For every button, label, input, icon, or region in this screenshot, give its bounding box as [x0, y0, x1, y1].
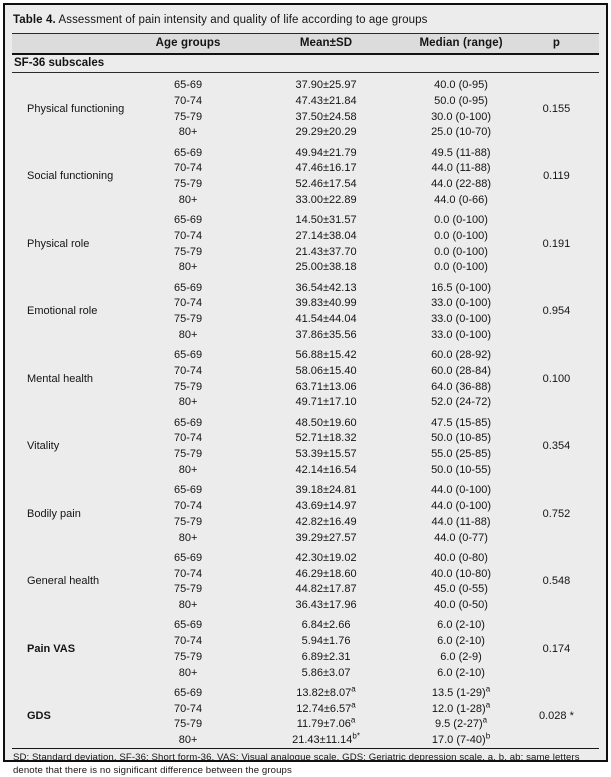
median-range-cell: 44.0 (11-88)	[431, 515, 491, 528]
mean-sd-cell: 25.00±38.18	[295, 261, 357, 274]
superscript-marker: a	[485, 684, 491, 694]
median-range-cell: 40.0 (10-80)	[431, 567, 491, 580]
median-range-cell: 50.0 (10-55)	[431, 464, 491, 476]
p-value-cell: 0.174	[542, 642, 571, 655]
superscript-marker: a	[351, 699, 356, 709]
column-header-name	[12, 34, 132, 55]
mean-sd-cell: 42.30±19.02	[295, 551, 357, 564]
mean-sd-cell: 37.50±24.58	[295, 110, 357, 123]
column-header-age-groups: Age groups	[132, 34, 244, 55]
age-group-cell: 80+	[178, 734, 198, 747]
age-group-cell: 65-69	[174, 79, 203, 91]
age-group-cell: 75-79	[174, 313, 203, 326]
mean-sd-cell: 48.50±19.60	[295, 416, 357, 429]
age-group-cell: 65-69	[174, 686, 203, 699]
column-header-p: p	[514, 34, 599, 55]
superscript-marker: a	[485, 699, 491, 709]
group-mental-health	[12, 343, 599, 411]
mean-sd-cell: 52.71±18.32	[295, 432, 357, 445]
median-range-cell: 44.0 (0-66)	[434, 193, 488, 206]
median-range-cell: 64.0 (36-88)	[431, 380, 491, 393]
median-range-cell: 40.0 (0-95)	[434, 79, 488, 91]
age-group-cell: 75-79	[174, 650, 203, 663]
median-range-cell: 55.0 (25-85)	[431, 448, 491, 461]
mean-sd-cell: 47.43±21.84	[295, 94, 357, 107]
p-value-cell: 0.752	[542, 507, 571, 520]
median-range-cell: 33.0 (0-100)	[431, 328, 491, 341]
mean-sd-cell: 53.39±15.57	[295, 448, 357, 461]
median-range-cell: 40.0 (0-50)	[434, 599, 488, 612]
mean-sd-cell: 41.54±44.04	[295, 313, 357, 326]
subscale-label: Social functioning	[27, 170, 114, 183]
subscale-label: Bodily pain	[27, 507, 81, 520]
median-range-cell: 33.0 (0-100)	[431, 313, 491, 326]
age-group-cell: 80+	[178, 193, 198, 206]
group-social-functioning	[12, 141, 599, 209]
table-row	[12, 343, 599, 363]
table-row	[12, 411, 599, 431]
mean-sd-cell: 58.06±15.40	[295, 364, 357, 377]
age-group-cell: 65-69	[174, 349, 203, 362]
age-group-cell: 70-74	[174, 162, 203, 175]
table-number: Table 4.	[13, 14, 56, 26]
age-group-cell: 70-74	[174, 702, 203, 715]
median-range-cell: 44.0 (0-77)	[434, 531, 488, 544]
p-value-cell: 0.548	[542, 575, 571, 588]
superscript-marker: b*	[352, 731, 360, 741]
age-group-cell: 75-79	[174, 718, 203, 731]
table-footnote: SD: Standard deviation, SF-36: Short form-36, VAS: Visual analogue scale, GDS: Geriatric depression scale, a, b, ab: same letters denote that there is no significant difference between the groups	[13, 752, 580, 776]
mean-sd-cell: 12.74±6.57$^a$	[296, 699, 356, 715]
age-group-cell: 75-79	[174, 380, 203, 393]
median-range-cell: 47.5 (15-85)	[431, 416, 491, 429]
median-range-cell: 6.0 (2-10)	[437, 666, 485, 679]
mean-sd-cell: 39.18±24.81	[295, 484, 357, 497]
median-range-cell: 45.0 (0-55)	[434, 583, 488, 596]
subscale-label: Mental health	[27, 372, 94, 385]
age-group-cell: 75-79	[174, 245, 203, 258]
group-bodily-pain	[12, 478, 599, 546]
age-group-cell: 65-69	[174, 619, 203, 632]
mean-sd-cell: 5.86±3.07	[301, 666, 351, 679]
column-header-median-range: Median (range)	[408, 34, 514, 55]
group-physical-functioning	[12, 73, 599, 141]
mean-sd-cell: 27.14±38.04	[295, 229, 357, 242]
mean-sd-cell: 11.79±7.06$^a$	[296, 715, 356, 731]
mean-sd-cell: 21.43±37.70	[295, 245, 357, 258]
age-group-cell: 80+	[178, 396, 198, 409]
table-row	[12, 141, 599, 161]
superscript-marker: a	[482, 715, 488, 725]
group-pain-vas	[12, 613, 599, 681]
mean-sd-cell: 39.83±40.99	[295, 297, 357, 310]
age-group-cell: 70-74	[174, 297, 203, 310]
table-row	[12, 613, 599, 633]
mean-sd-cell: 49.71±17.10	[295, 396, 357, 409]
mean-sd-cell: 52.46±17.54	[295, 178, 357, 191]
median-range-cell: 25.0 (10-70)	[431, 126, 491, 139]
mean-sd-cell: $21.43\pm 11.14^{b*}$	[292, 731, 360, 747]
group-gds	[12, 681, 599, 749]
age-group-cell: 70-74	[174, 635, 203, 648]
mean-sd-cell: 36.54±42.13	[295, 281, 357, 294]
table-title	[12, 10, 599, 33]
mean-sd-cell: 6.89±2.31	[301, 650, 351, 663]
column-header-mean-sd: Mean±SD	[244, 34, 408, 55]
mean-sd-cell: 37.86±35.56	[295, 328, 357, 341]
table-row	[12, 546, 599, 566]
age-group-cell: 80+	[178, 261, 198, 274]
age-group-cell: 70-74	[174, 94, 203, 107]
subscale-label: Physical role	[27, 237, 90, 250]
median-range-cell: 16.5 (0-100)	[431, 281, 491, 294]
table-row	[12, 478, 599, 498]
age-group-cell: 65-69	[174, 214, 203, 227]
subscale-label: Vitality	[27, 440, 60, 453]
table-row	[12, 276, 599, 296]
age-group-cell: 70-74	[174, 499, 203, 512]
median-range-cell: 13.5 $(1-29)^a$	[431, 684, 491, 699]
mean-sd-cell: 36.43±17.96	[295, 599, 357, 612]
median-range-cell: 60.0 (28-84)	[431, 364, 491, 377]
median-range-cell: 0.0 (0-100)	[434, 261, 488, 274]
p-value-cell: 0.354	[542, 440, 571, 453]
table-row	[12, 208, 599, 228]
mean-sd-cell: 39.29±27.57	[295, 531, 357, 544]
median-range-cell: 49.5 (11-88)	[431, 146, 491, 159]
mean-sd-cell: 37.90±25.97	[295, 79, 357, 91]
age-group-cell: 70-74	[174, 567, 203, 580]
age-group-cell: 80+	[178, 666, 198, 679]
section-header-sf36: SF-36 subscales	[12, 54, 599, 73]
age-group-cell: 75-79	[174, 448, 203, 461]
table-frame	[3, 3, 608, 776]
median-range-cell: 50.0 (0-95)	[434, 94, 488, 107]
p-value-cell: 0.119	[543, 170, 570, 183]
median-range-cell: 30.0 (0-100)	[431, 110, 491, 123]
p-value-cell: 0.155	[542, 102, 571, 115]
assessment-table	[12, 33, 599, 749]
median-range-cell: 44.0 (0-100)	[431, 484, 491, 497]
table-row	[12, 681, 599, 701]
median-range-cell: 40.0 (0-80)	[434, 551, 488, 564]
group-vitality	[12, 411, 599, 479]
median-range-cell: 44.0 (22-88)	[431, 178, 491, 191]
table-caption: Assessment of pain intensity and quality of life according to age groups	[58, 14, 428, 26]
age-group-cell: 80+	[178, 126, 198, 139]
mean-sd-cell: 63.71±13.06	[295, 380, 357, 393]
median-range-cell: 17.0 $(7-40)^b$	[431, 731, 491, 747]
mean-sd-cell: 46.29±18.60	[295, 567, 357, 580]
mean-sd-cell: 33.00±22.89	[295, 193, 357, 206]
table-row	[12, 73, 599, 94]
age-group-cell: 80+	[178, 599, 198, 612]
age-group-cell: 75-79	[174, 583, 203, 596]
median-range-cell: 44.0 (0-100)	[431, 499, 491, 512]
subscale-label: GDS	[27, 710, 51, 723]
mean-sd-cell: 43.69±14.97	[295, 499, 357, 512]
age-group-cell: 75-79	[174, 178, 203, 191]
median-range-cell: 52.0 (24-72)	[431, 396, 491, 409]
subscale-label: Physical functioning	[27, 102, 125, 115]
mean-sd-cell: 42.14±16.54	[295, 464, 357, 476]
mean-sd-cell: 49.94±21.79	[295, 146, 357, 159]
age-group-cell: 65-69	[174, 146, 203, 159]
median-range-cell: 12.0 $(1-28)^a$	[431, 699, 491, 715]
age-group-cell: 80+	[178, 531, 198, 544]
age-group-cell: 70-74	[174, 432, 203, 445]
superscript-marker: b	[485, 731, 491, 741]
column-header-row	[12, 34, 599, 55]
mean-sd-cell: 14.50±31.57	[295, 214, 357, 227]
median-range-cell: 50.0 (10-85)	[431, 432, 491, 445]
age-group-cell: 70-74	[174, 364, 203, 377]
median-range-cell: 0.0 (0-100)	[434, 214, 488, 227]
mean-sd-cell: 42.82±16.49	[295, 515, 357, 528]
median-range-cell: 6.0 (2-9)	[440, 650, 482, 663]
median-range-cell: 6.0 (2-10)	[437, 635, 485, 648]
section-header-row	[12, 54, 599, 73]
mean-sd-cell: 47.46±16.17	[295, 162, 357, 175]
group-general-health	[12, 546, 599, 614]
median-range-cell: 9.5 $(2-27)^a$	[434, 715, 488, 731]
age-group-cell: 65-69	[174, 416, 203, 429]
median-range-cell: 0.0 (0-100)	[434, 245, 488, 258]
age-group-cell: 65-69	[174, 484, 203, 497]
age-group-cell: 80+	[178, 328, 198, 341]
age-group-cell: 70-74	[174, 229, 203, 242]
median-range-cell: 33.0 (0-100)	[431, 297, 491, 310]
subscale-label: Pain VAS	[27, 642, 76, 655]
mean-sd-cell: 6.84±2.66	[301, 619, 351, 632]
mean-sd-cell: 13.82±8.07$^a$	[296, 684, 356, 699]
age-group-cell: 80+	[178, 464, 198, 476]
p-value-cell: 0.191	[542, 237, 571, 250]
mean-sd-cell: 44.82±17.87	[295, 583, 357, 596]
mean-sd-cell: 56.88±15.42	[295, 349, 357, 362]
age-group-cell: 75-79	[174, 515, 203, 528]
p-value-cell: 0.028 *	[538, 710, 574, 723]
p-value-cell: 0.100	[542, 372, 571, 385]
group-emotional-role	[12, 276, 599, 344]
median-range-cell: 0.0 (0-100)	[434, 229, 488, 242]
mean-sd-cell: 5.94±1.76	[301, 635, 351, 648]
group-physical-role	[12, 208, 599, 276]
age-group-cell: 75-79	[174, 110, 203, 123]
age-group-cell: 65-69	[174, 551, 203, 564]
median-range-cell: 6.0 (2-10)	[437, 619, 485, 632]
superscript-marker: a	[350, 715, 356, 725]
mean-sd-cell: 29.29±20.29	[295, 126, 357, 139]
age-group-cell: 65-69	[174, 281, 203, 294]
median-range-cell: 60.0 (28-92)	[431, 349, 491, 362]
p-value-cell: 0.954	[542, 305, 571, 318]
subscale-label: Emotional role	[27, 305, 98, 318]
median-range-cell: 44.0 (11-88)	[431, 162, 491, 175]
subscale-label: General health	[27, 575, 100, 588]
superscript-marker: a	[351, 684, 356, 694]
